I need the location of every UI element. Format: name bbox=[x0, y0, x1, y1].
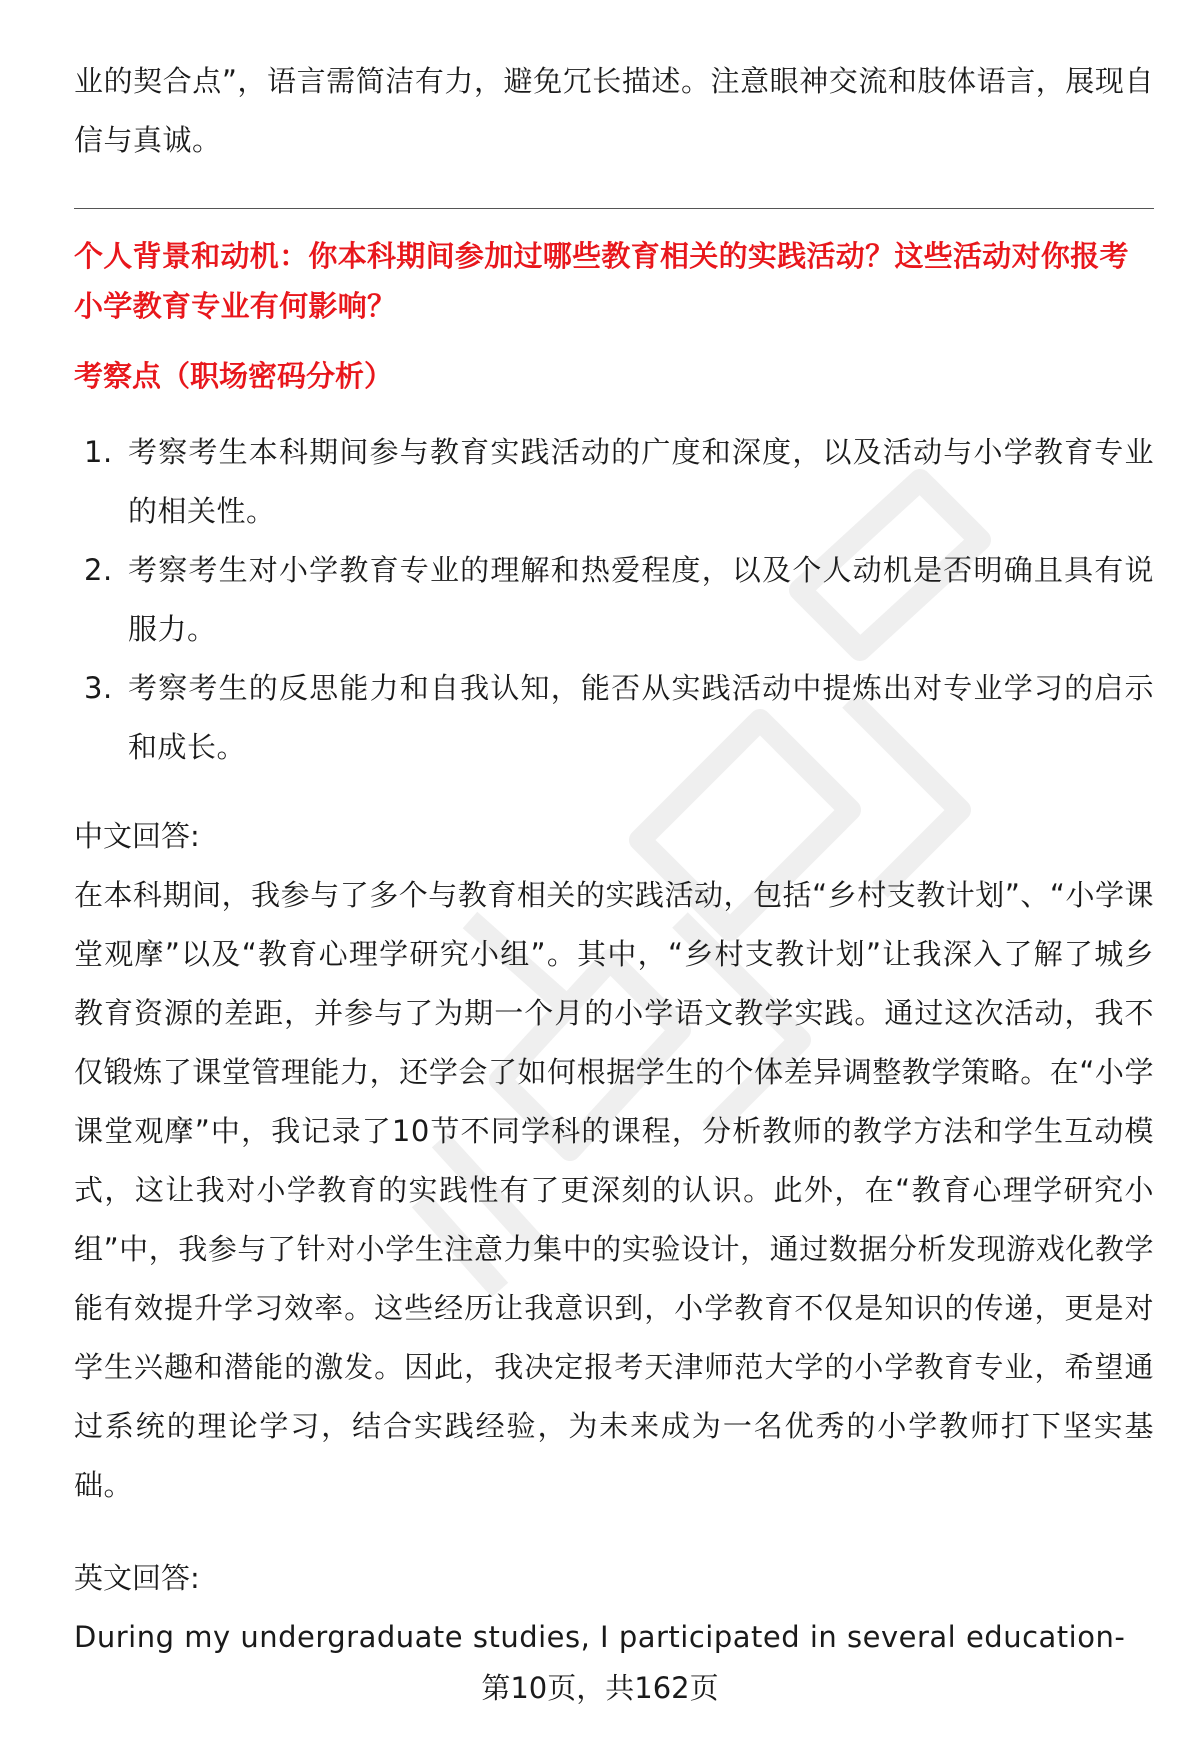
page-number-footer: 第10页，共162页 bbox=[481, 1671, 719, 1705]
document-page bbox=[74, 52, 1154, 1667]
list-item bbox=[74, 541, 1154, 659]
list-item-number: 1. bbox=[84, 435, 113, 469]
list-item bbox=[74, 423, 1154, 541]
chinese-answer-text: 在本科期间，我参与了多个与教育相关的实践活动，包括“乡村支教计划”、“小学课堂观摩”以及“教育心理学研究小组”。其中，“乡村支教计划”让我深入了解了城乡教育资源的差距，并参与了为期一个月的小学语文教学实践。通过这次活动，我不仅锻炼了课堂管理能力，还学会了如何根据学生的个体差异调整教学策略。在“小学课堂观摩”中，我记录了10节不同学科的课程，分析教师的教学方法和学生互动模式，这让我对小学教育的实践性有了更深刻的认识。此外，在“教育心理学研究小组”中，我参与了针对小学生注意力集中的实验设计，通过数据分析发现游戏化教学能有效提升学习效率。这些经历让我意识到，小学教育不仅是知识的传递，更是对学生兴趣和潜能的激发。因此，我决定报考天津师范大学的小学教育专业，希望通过系统的理论学习，结合实践经验，为未来成为一名优秀的小学教师打下坚实基础。 bbox=[74, 878, 1154, 1502]
list-item-text: 考察考生本科期间参与教育实践活动的广度和深度，以及活动与小学教育专业的相关性。 bbox=[128, 435, 1154, 528]
list-item-number: 3. bbox=[84, 671, 113, 705]
question-heading: 个人背景和动机：你本科期间参加过哪些教育相关的实践活动？这些活动对你报考小学教育专业有何影响？ bbox=[74, 239, 1129, 323]
list-item bbox=[74, 659, 1154, 777]
list-item-number: 2. bbox=[84, 553, 113, 587]
section-divider bbox=[74, 208, 1154, 209]
list-item-text: 考察考生对小学教育专业的理解和热爱程度，以及个人动机是否明确且具有说服力。 bbox=[128, 553, 1154, 646]
chinese-answer-label: 中文回答: bbox=[74, 819, 200, 853]
top-continuation-text: 业的契合点”，语言需简洁有力，避免冗长描述。注意眼神交流和肢体语言，展现自信与真诚。 bbox=[74, 64, 1154, 157]
list-item-text: 考察考生的反思能力和自我认知，能否从实践活动中提炼出对专业学习的启示和成长。 bbox=[128, 671, 1154, 764]
english-answer-text: During my undergraduate studies, I participated in several education- bbox=[74, 1620, 1126, 1654]
exam-points-heading: 考察点（职场密码分析） bbox=[74, 359, 394, 393]
english-answer-label: 英文回答: bbox=[74, 1561, 200, 1595]
exam-points-list bbox=[74, 423, 1154, 777]
